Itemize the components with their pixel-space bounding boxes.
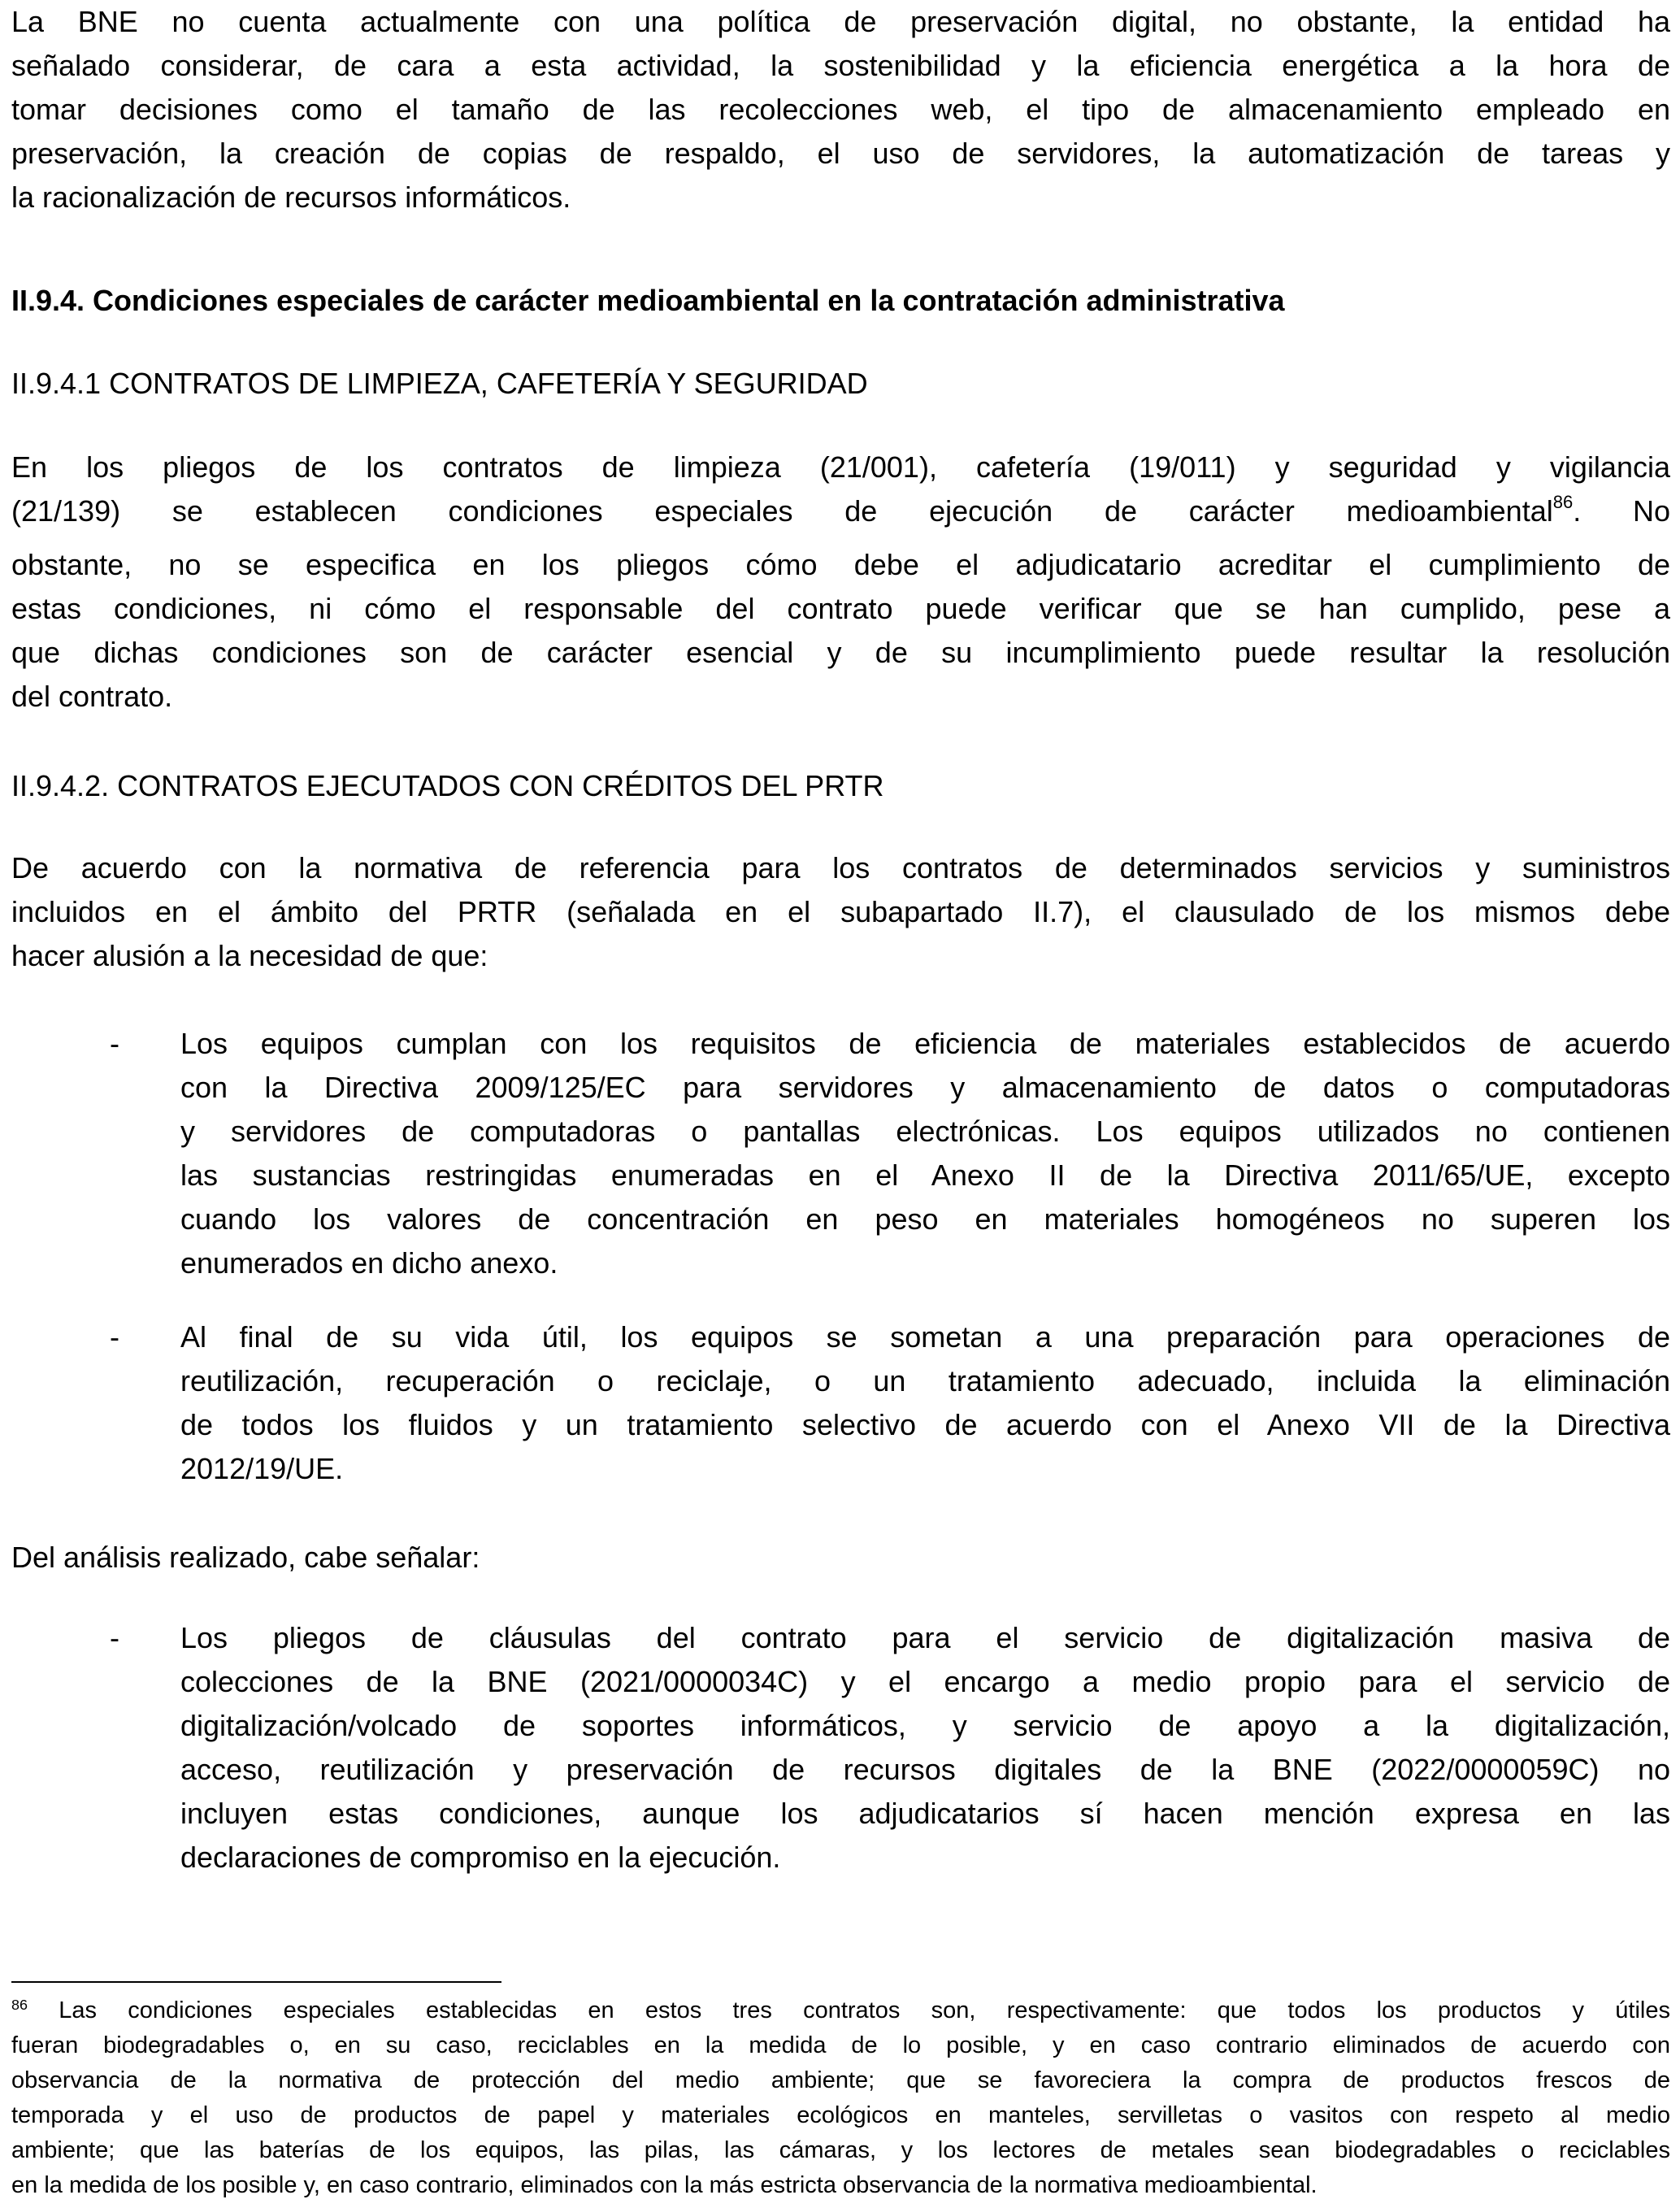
heading-ii-9-4: [11, 279, 1670, 323]
text-line: y servidores de computadoras o pantallas electrónicas. Los equipos utilizados no contienen: [180, 1115, 1670, 1148]
text-line: preservación, la creación de copias de respaldo, el uso de servidores, la automatización de tareas y: [11, 137, 1670, 170]
text-line: II.9.4. Condiciones especiales de carácter medioambiental en la contratación administrativa: [11, 284, 1285, 317]
subheading-ii-9-4-2: [11, 764, 1670, 808]
text-line: digitalización/volcado de soportes informáticos, y servicio de apoyo a la digitalización,: [180, 1709, 1670, 1742]
text-line: obstante, no se especifica en los pliegos cómo debe el adjudicatario acreditar el cumplimiento de: [11, 548, 1670, 581]
footnote-text: fueran biodegradables o, en su caso, reciclables en la medida de lo posible, y en caso contrario eliminados de acuerdo con: [11, 2032, 1670, 2058]
footnote-line: [11, 2063, 1670, 2098]
text-line: hacer alusión a la necesidad de que:: [11, 939, 488, 972]
text-line: señalado considerar, de cara a esta actividad, la sostenibilidad y la eficiencia energética a la hora de: [11, 49, 1670, 82]
text-line: En los pliegos de los contratos de limpieza (21/001), cafetería (19/011) y seguridad y vigilancia: [11, 450, 1670, 484]
paragraph-analisis: [11, 1536, 1670, 1580]
footnote-86: [11, 1993, 1670, 2203]
text-line: cuando los valores de concentración en peso en materiales homogéneos no superen los: [180, 1202, 1670, 1236]
paragraph-normativa-prtr: [11, 846, 1670, 978]
text-line: que dichas condiciones son de carácter esencial y de su incumplimiento puede resultar la resolución: [11, 636, 1670, 669]
footnote-line: [11, 2028, 1670, 2063]
bullet-dash: -: [110, 1027, 119, 1060]
text-line: la racionalización de recursos informáticos.: [11, 180, 571, 214]
footnote-text: Las condiciones especiales establecidas en estos tres contratos son, respectivamente: que todos los productos y útiles: [28, 1997, 1670, 2023]
text-line: de todos los fluidos y un tratamiento selectivo de acuerdo con el Anexo VII de la Directiva: [180, 1408, 1670, 1441]
text-line: las sustancias restringidas enumeradas en el Anexo II de la Directiva 2011/65/UE, excepto: [180, 1158, 1670, 1192]
footnote-line: [11, 2133, 1670, 2168]
subheading-ii-9-4-1: [11, 362, 1670, 406]
text-line: incluidos en el ámbito del PRTR (señalada en el subapartado II.7), el clausulado de los mismos debe: [11, 895, 1670, 928]
text-line: acceso, reutilización y preservación de recursos digitales de la BNE (2022/0000059C) no: [180, 1753, 1670, 1786]
bullet-dash: -: [110, 1621, 119, 1654]
text-line: del contrato.: [11, 680, 173, 713]
text-line: 2012/19/UE.: [180, 1452, 344, 1485]
text-line: Los equipos cumplan con los requisitos de eficiencia de materiales establecidos de acuerdo: [180, 1027, 1670, 1060]
footnote-text: temporada y el uso de productos de papel y materiales ecológicos en manteles, servilletas o vasitos con respeto al medio: [11, 2102, 1670, 2128]
footnote-line: [11, 1993, 1670, 2028]
text-line: Al final de su vida útil, los equipos se sometan a una preparación para operaciones de: [180, 1320, 1670, 1354]
text-line: declaraciones de compromiso en la ejecución.: [180, 1841, 781, 1874]
footnote-text: observancia de la normativa de protección del medio ambiente; que se favoreciera la compra de productos frescos de: [11, 2067, 1670, 2093]
text-line: enumerados en dicho anexo.: [180, 1246, 558, 1280]
text-line: II.9.4.2. CONTRATOS EJECUTADOS CON CRÉDITOS DEL PRTR: [11, 769, 884, 802]
paragraph-preservacion: [11, 0, 1670, 219]
bullet-pliegos-digitalizacion: [180, 1616, 1670, 1880]
bullet-dash: -: [110, 1320, 119, 1354]
text-line: incluyen estas condiciones, aunque los adjudicatarios sí hacen mención expresa en las: [180, 1797, 1670, 1830]
footnote-separator: [11, 1981, 501, 1983]
text-line: La BNE no cuenta actualmente con una política de preservación digital, no obstante, la entidad ha: [11, 5, 1670, 38]
footnote-line: [11, 2098, 1670, 2133]
bullet-final-vida-util: [180, 1315, 1670, 1491]
text-line: colecciones de la BNE (2021/0000034C) y el encargo a medio propio para el servicio de: [180, 1665, 1670, 1698]
text-line: De acuerdo con la normativa de referencia para los contratos de determinados servicios y suministros: [11, 851, 1670, 885]
paragraph-contratos-limpieza: [11, 446, 1670, 719]
text-line: estas condiciones, ni cómo el responsable del contrato puede verificar que se han cumplido, pese a: [11, 592, 1670, 625]
text-line: II.9.4.1 CONTRATOS DE LIMPIEZA, CAFETERÍA Y SEGURIDAD: [11, 367, 868, 400]
text-line: tomar decisiones como el tamaño de las recolecciones web, el tipo de almacenamiento empleado en: [11, 93, 1670, 126]
footnote-number: 86: [11, 1997, 28, 2014]
text-line: (21/139) se establecen condiciones especiales de ejecución de carácter medioambiental . No: [11, 494, 1671, 528]
footnote-text: en la medida de los posible y, en caso contrario, eliminados con la más estricta observancia de la normativa medioambiental.: [11, 2172, 1318, 2198]
text-line: con la Directiva 2009/125/EC para servidores y almacenamiento de datos o computadoras: [180, 1071, 1670, 1104]
text-line: Los pliegos de cláusulas del contrato para el servicio de digitalización masiva de: [180, 1621, 1670, 1654]
text-line: reutilización, recuperación o reciclaje, o un tratamiento adecuado, incluida la eliminación: [180, 1364, 1670, 1397]
bullet-requisitos-eficiencia: [180, 1022, 1670, 1285]
footnote-line: [11, 2168, 1670, 2203]
footnote-text: ambiente; que las baterías de los equipos, las pilas, las cámaras, y los lectores de metales sean biodegradables o reciclables: [11, 2137, 1670, 2163]
text-line: Del análisis realizado, cabe señalar:: [11, 1541, 480, 1574]
